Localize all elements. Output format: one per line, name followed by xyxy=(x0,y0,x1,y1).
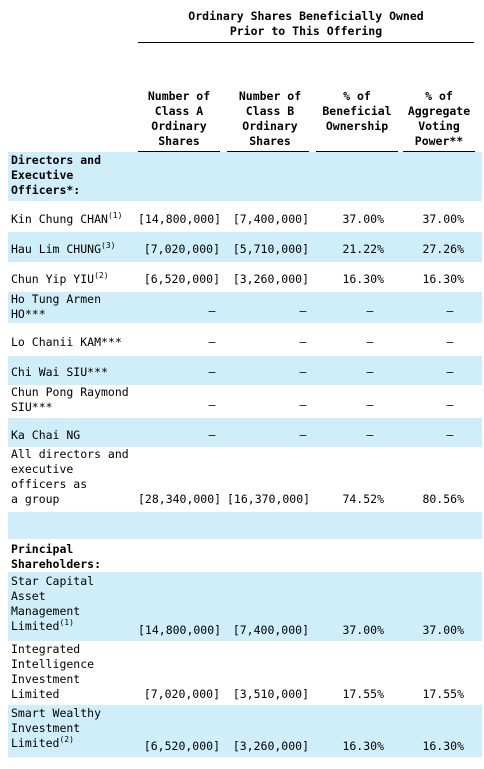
cell-beneficial: — xyxy=(366,335,374,349)
cell-beneficial: 74.52% xyxy=(342,492,384,506)
cell-voting: 37.00% xyxy=(422,623,464,637)
row-name: Chi Wai SIU*** xyxy=(11,365,108,379)
col-header-class-a: Number of Class A Ordinary Shares xyxy=(147,89,211,148)
cell-class-a: — xyxy=(208,304,216,318)
cell-class-a: [6,520,000] xyxy=(143,739,220,753)
row-name: Kin Chung CHAN$^{(1)}$ xyxy=(11,211,123,226)
cell-beneficial: 16.30% xyxy=(342,272,384,286)
col-header-class-b: Number of Class B Ordinary Shares xyxy=(238,89,302,148)
cell-class-a: [7,020,000] xyxy=(143,687,220,701)
section-title: Principal Shareholders: xyxy=(11,542,102,571)
cell-beneficial: — xyxy=(366,365,374,379)
cell-beneficial: — xyxy=(366,398,374,412)
cell-voting: — xyxy=(446,398,454,412)
row-name: Star Capital Asset Management Limited$^{(1)}$ xyxy=(11,574,95,633)
cell-beneficial: — xyxy=(366,304,374,318)
cell-class-b: [7,400,000] xyxy=(232,212,309,226)
cell-beneficial: 16.30% xyxy=(342,739,384,753)
row-name: Lo Chanii KAM*** xyxy=(11,335,122,349)
cell-voting: 37.00% xyxy=(422,212,464,226)
cell-class-a: — xyxy=(208,428,216,442)
cell-class-b: — xyxy=(299,365,307,379)
section-title: Directors and Executive Officers*: xyxy=(11,153,102,197)
cell-voting: 16.30% xyxy=(422,739,464,753)
col-header-voting: % of Aggregate Voting Power** xyxy=(407,89,471,148)
cell-class-a: — xyxy=(208,365,216,379)
cell-class-a: [14,800,000] xyxy=(138,623,222,637)
cell-voting: — xyxy=(446,335,454,349)
row-name: All directors and executive officers as a group xyxy=(11,447,129,506)
cell-class-b: — xyxy=(299,304,307,318)
cell-class-b: [3,260,000] xyxy=(232,739,309,753)
cell-beneficial: 37.00% xyxy=(342,212,384,226)
cell-class-b: [3,260,000] xyxy=(232,272,309,286)
cell-class-b: [16,370,000] xyxy=(227,492,311,506)
group-header: Ordinary Shares Beneficially Owned Prior to This Offering xyxy=(188,9,424,38)
cell-voting: 27.26% xyxy=(422,242,464,256)
cell-class-b: [5,710,000] xyxy=(232,242,309,256)
cell-voting: — xyxy=(446,365,454,379)
row-name: Ho Tung Armen HO*** xyxy=(11,292,102,321)
cell-voting: 17.55% xyxy=(422,687,464,701)
row-name: Smart Wealthy Investment Limited$^{(2)}$ xyxy=(11,706,102,750)
group-header-rule xyxy=(138,42,474,43)
section-title-directors xyxy=(8,153,482,199)
cell-voting: 16.30% xyxy=(422,272,464,286)
cell-voting: 80.56% xyxy=(422,492,464,506)
cell-class-a: [14,800,000] xyxy=(138,212,222,226)
cell-class-b: [7,400,000] xyxy=(232,623,309,637)
row-name: Chun Yip YIU$^{(2)}$ xyxy=(11,271,109,286)
cell-beneficial: — xyxy=(366,428,374,442)
cell-class-a: [28,340,000] xyxy=(138,492,222,506)
cell-beneficial: 37.00% xyxy=(342,623,384,637)
row-band xyxy=(8,512,482,539)
cell-class-a: — xyxy=(208,335,216,349)
row-name: Ka Chai NG xyxy=(11,428,81,442)
cell-voting: — xyxy=(446,428,454,442)
cell-class-b: — xyxy=(299,398,307,412)
row-name: Hau Lim CHUNG$^{(3)}$ xyxy=(11,241,116,256)
cell-class-a: [6,520,000] xyxy=(143,272,220,286)
cell-voting: — xyxy=(446,304,454,318)
cell-beneficial: 17.55% xyxy=(342,687,384,701)
row-name: Integrated Intelligence Investment Limited xyxy=(11,642,95,701)
cell-class-b: [3,510,000] xyxy=(232,687,309,701)
cell-class-a: [7,020,000] xyxy=(143,242,220,256)
cell-class-a: — xyxy=(208,398,216,412)
col-header-beneficial: % of Beneficial Ownership xyxy=(322,89,392,133)
cell-beneficial: 21.22% xyxy=(342,242,384,256)
row-name: Chun Pong Raymond SIU*** xyxy=(11,385,129,414)
cell-class-b: — xyxy=(299,428,307,442)
cell-class-b: — xyxy=(299,335,307,349)
